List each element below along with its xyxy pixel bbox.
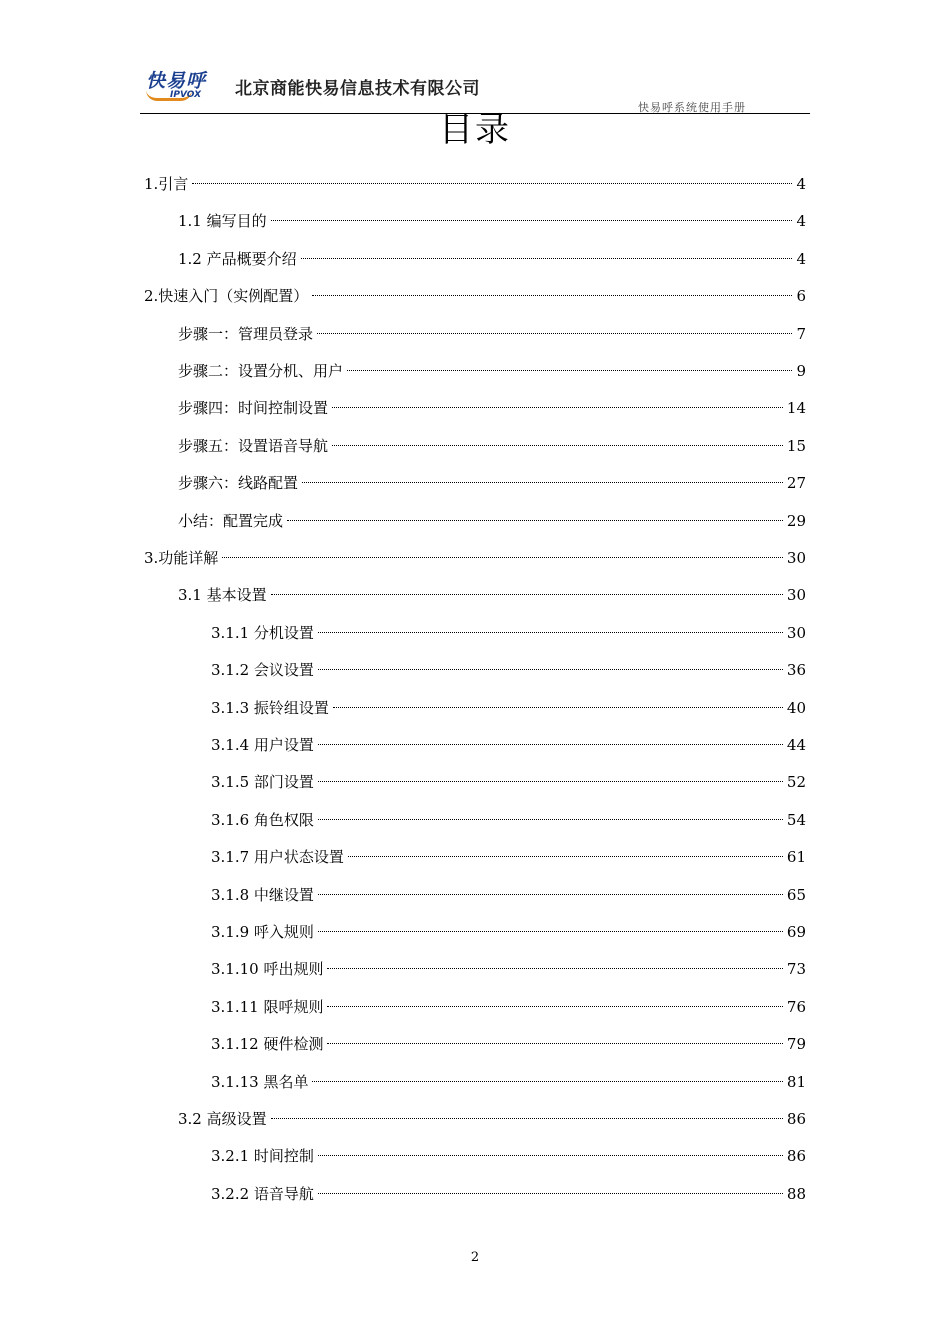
toc-entry-label: 3.1.11 限呼规则: [211, 998, 324, 1016]
toc-entry-page: 29: [786, 512, 806, 530]
toc-leader-dots: [271, 220, 793, 221]
toc-entry-label: 步骤二：设置分机、用户: [178, 362, 344, 380]
toc-entry-label: 步骤一：管理员登录: [178, 325, 314, 343]
toc-entry[interactable]: [211, 621, 806, 645]
toc-entry-label: 2.快速入门（实例配置）: [144, 287, 309, 305]
toc-entry-page: 4: [796, 250, 806, 268]
toc-entry[interactable]: [178, 396, 806, 420]
toc-entry[interactable]: [211, 1032, 806, 1056]
toc-entry-label: 3.2.2 语音导航: [211, 1185, 314, 1203]
toc-entry-label: 步骤五：设置语音导航: [178, 437, 329, 455]
toc-entry[interactable]: [178, 583, 806, 607]
toc-leader-dots: [222, 557, 783, 558]
toc-entry-label: 1.引言: [144, 175, 189, 193]
company-logo: [146, 66, 216, 106]
toc-entry-page: 73: [786, 960, 806, 978]
toc-entry-label: 3.1 基本设置: [178, 586, 267, 604]
toc-entry-label: 3.功能详解: [144, 549, 219, 567]
document-subtitle: 快易呼系统使用手册: [638, 101, 746, 114]
toc-entry-page: 4: [796, 212, 806, 230]
toc-entry-page: 54: [786, 811, 806, 829]
toc-entry[interactable]: [178, 209, 806, 233]
page-number: 2: [470, 1250, 480, 1265]
toc-entry-page: 65: [786, 886, 806, 904]
toc-entry-label: 小结：配置完成: [178, 512, 284, 530]
toc-entry-label: 3.1.8 中继设置: [211, 886, 314, 904]
toc-entry[interactable]: [144, 284, 806, 308]
toc-leader-dots: [327, 1043, 782, 1044]
toc-entry[interactable]: [211, 1070, 806, 1094]
toc-leader-dots: [317, 333, 792, 334]
toc-entry[interactable]: [211, 883, 806, 907]
toc-entry-label: 步骤六：线路配置: [178, 474, 299, 492]
toc-entry-page: 86: [786, 1147, 806, 1165]
toc-entry[interactable]: [178, 359, 806, 383]
toc-entry-label: 3.2.1 时间控制: [211, 1147, 314, 1165]
toc-entry-page: 9: [796, 362, 806, 380]
toc-leader-dots: [192, 183, 792, 184]
toc-leader-dots: [332, 445, 783, 446]
toc-entry-label: 3.1.9 呼入规则: [211, 923, 314, 941]
toc-entry-page: 6: [796, 287, 806, 305]
toc-leader-dots: [318, 894, 783, 895]
toc-entry-page: 30: [786, 586, 806, 604]
logo-text: 快易呼: [146, 70, 207, 92]
toc-entry-page: 30: [786, 624, 806, 642]
toc-entry[interactable]: [178, 322, 806, 346]
toc-entry[interactable]: [211, 1182, 806, 1206]
toc-entry-page: 36: [786, 661, 806, 679]
toc-leader-dots: [318, 669, 783, 670]
toc-entry-page: 76: [786, 998, 806, 1016]
toc-entry-label: 3.1.13 黑名单: [211, 1073, 309, 1091]
toc-entry[interactable]: [211, 770, 806, 794]
toc-entry-page: 79: [786, 1035, 806, 1053]
toc-entry[interactable]: [211, 696, 806, 720]
toc-entry-label: 3.1.2 会议设置: [211, 661, 314, 679]
toc-leader-dots: [327, 1006, 782, 1007]
toc-leader-dots: [318, 819, 783, 820]
toc-entry[interactable]: [178, 509, 806, 533]
toc-entry-label: 3.2 高级设置: [178, 1110, 267, 1128]
toc-entry-label: 3.1.5 部门设置: [211, 773, 314, 791]
toc-leader-dots: [318, 744, 783, 745]
toc-leader-dots: [302, 482, 783, 483]
toc-leader-dots: [318, 931, 783, 932]
toc-leader-dots: [271, 1118, 783, 1119]
toc-entry[interactable]: [211, 920, 806, 944]
toc-entry-page: 14: [786, 399, 806, 417]
toc-leader-dots: [312, 295, 792, 296]
toc-leader-dots: [348, 856, 783, 857]
toc-entry-page: 52: [786, 773, 806, 791]
toc-entry[interactable]: [178, 247, 806, 271]
toc-entry-page: 81: [786, 1073, 806, 1091]
toc-entry[interactable]: [211, 957, 806, 981]
toc-leader-dots: [318, 781, 783, 782]
toc-entry-label: 步骤四：时间控制设置: [178, 399, 329, 417]
toc-entry-page: 40: [786, 699, 806, 717]
toc-leader-dots: [318, 632, 783, 633]
toc-leader-dots: [332, 407, 783, 408]
toc-entry-page: 27: [786, 474, 806, 492]
toc-entry-page: 30: [786, 549, 806, 567]
toc-entry-label: 3.1.10 呼出规则: [211, 960, 324, 978]
toc-entry-page: 88: [786, 1185, 806, 1203]
toc-entry-label: 1.2 产品概要介绍: [178, 250, 297, 268]
toc-leader-dots: [318, 1155, 783, 1156]
toc-entry-label: 3.1.4 用户设置: [211, 736, 314, 754]
toc-entry[interactable]: [211, 733, 806, 757]
toc-entry-page: 4: [796, 175, 806, 193]
toc-entry[interactable]: [211, 1144, 806, 1168]
toc-entry[interactable]: [211, 995, 806, 1019]
toc-entry-label: 3.1.3 振铃组设置: [211, 699, 329, 717]
toc-leader-dots: [301, 258, 793, 259]
toc-leader-dots: [287, 520, 783, 521]
toc-leader-dots: [271, 594, 783, 595]
toc-entry[interactable]: [178, 1107, 806, 1131]
toc-leader-dots: [318, 1193, 783, 1194]
toc-entry-page: 15: [786, 437, 806, 455]
toc-entry-label: 3.1.7 用户状态设置: [211, 848, 344, 866]
toc-entry-label: 1.1 编写目的: [178, 212, 267, 230]
toc-entry[interactable]: [211, 658, 806, 682]
toc-entry[interactable]: [211, 845, 806, 869]
logo-subtext: IPVOX: [170, 90, 202, 100]
toc-entry[interactable]: [211, 808, 806, 832]
toc-entry[interactable]: [144, 546, 806, 570]
toc-entry-page: 86: [786, 1110, 806, 1128]
toc-leader-dots: [347, 370, 792, 371]
toc-leader-dots: [312, 1081, 782, 1082]
toc-title: 目录: [439, 110, 511, 150]
toc-entry-label: 3.1.1 分机设置: [211, 624, 314, 642]
toc-leader-dots: [333, 707, 783, 708]
toc-entry-label: 3.1.6 角色权限: [211, 811, 314, 829]
toc-entry-page: 61: [786, 848, 806, 866]
company-name: 北京商能快易信息技术有限公司: [235, 79, 480, 99]
toc-entry-page: 44: [786, 736, 806, 754]
toc-entry-label: 3.1.12 硬件检测: [211, 1035, 324, 1053]
toc-entry-page: 69: [786, 923, 806, 941]
toc-entry[interactable]: [178, 471, 806, 495]
toc-entry-page: 7: [796, 325, 806, 343]
toc-entry[interactable]: [178, 434, 806, 458]
toc-entry[interactable]: [144, 172, 806, 196]
toc-leader-dots: [327, 968, 782, 969]
